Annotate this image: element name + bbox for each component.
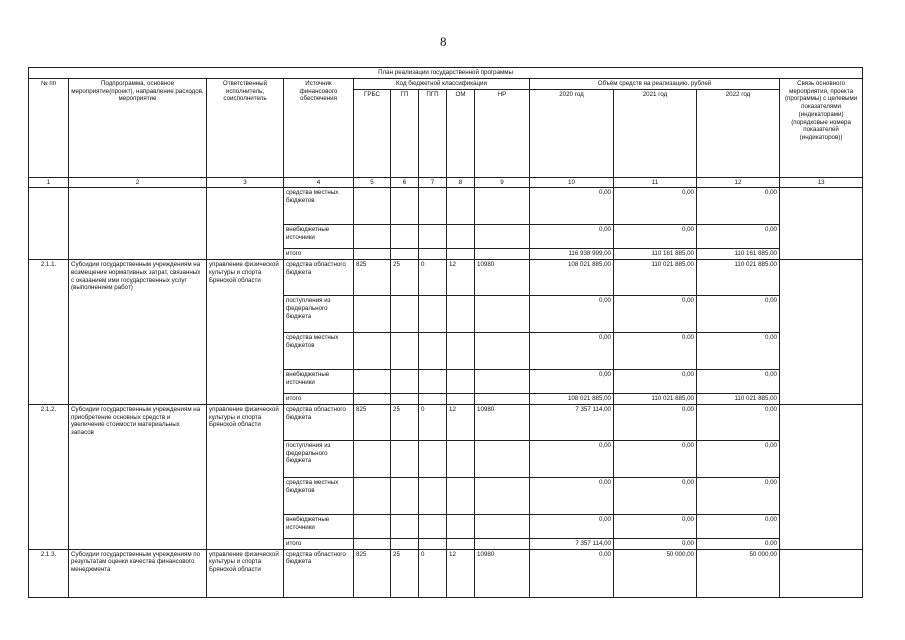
item-number: 2.1.1. [29,260,69,405]
source-cell: средства областного бюджета [284,260,354,296]
pgp-cell: 0 [419,260,447,296]
value-2022: 0,00 [697,440,780,477]
total-2021: 110 021 885,00 [614,394,697,405]
value-2021: 0,00 [614,440,697,477]
total-2021: 110 161 885,00 [614,249,697,260]
table-header [29,68,863,188]
gp-cell: 25 [391,404,419,440]
item-number: 2.1.3. [29,549,69,597]
value-2020: 0,00 [530,440,614,477]
total-2020: 108 021 885,00 [530,394,614,405]
value-2020: 0,00 [530,514,614,538]
value-2021: 0,00 [614,188,697,225]
header-om: ОМ [447,89,475,177]
col-number: 2 [69,177,207,188]
value-2021: 0,00 [614,514,697,538]
total-2022: 110 021 885,00 [697,394,780,405]
pgp-cell: 0 [419,404,447,440]
value-2020: 0,00 [530,225,614,249]
table-row [29,404,863,440]
col-number: 4 [284,177,354,188]
header-link: Связь основного мероприятия, проекта (программы) с целевыми показателями (индикаторами) (порядковые номера показателей (индикаторов)) [780,78,863,177]
source-cell: средства областного бюджета [284,404,354,440]
header-2022: 2022 год [697,89,780,177]
col-number: 9 [475,177,530,188]
om-cell: 12 [447,404,475,440]
grbs-cell: 825 [354,549,391,597]
header-2020: 2020 год [530,89,614,177]
value-2020: 7 357 114,00 [530,404,614,440]
value-2020: 0,00 [530,477,614,514]
total-2020: 7 357 114,00 [530,538,614,549]
source-cell: средства местных бюджетов [284,333,354,370]
source-cell: средства областного бюджета [284,549,354,597]
nr-cell: 10980 [475,404,530,440]
col-number: 6 [391,177,419,188]
value-2020: 0,00 [530,296,614,333]
value-2020: 0,00 [530,188,614,225]
nr-cell: 10980 [475,549,530,597]
table-row [29,188,863,225]
value-2022: 0,00 [697,404,780,440]
header-2021: 2021 год [614,89,697,177]
value-2020: 108 021 885,00 [530,260,614,296]
gp-cell: 25 [391,260,419,296]
value-2021: 0,00 [614,225,697,249]
pgp-cell: 0 [419,549,447,597]
plan-title: План реализации государственной программы [29,68,863,79]
total-2022: 110 161 885,00 [697,249,780,260]
header-grbs: ГРБС [354,89,391,177]
item-number: 2.1.2. [29,404,69,549]
grbs-cell: 825 [354,260,391,296]
table-row [29,260,863,296]
program-plan-table [28,67,863,598]
header-nr: НР [475,89,530,177]
value-2022: 50 000,00 [697,549,780,597]
value-2021: 110 021 885,00 [614,260,697,296]
column-number-row [29,177,863,188]
item-responsible: управление физической культуры и спорта Брянской области [207,404,284,549]
value-2022: 0,00 [697,188,780,225]
col-number: 3 [207,177,284,188]
header-funds: Объём средств на реализацию, рублей [530,78,780,89]
item-name: Субсидии государственным учреждениям на возмещение нормативных затрат, связанных с оказанием ими государственных услуг (выполнением работ) [69,260,207,405]
col-number: 7 [419,177,447,188]
value-2022: 0,00 [697,296,780,333]
value-2021: 0,00 [614,333,697,370]
value-2022: 0,00 [697,225,780,249]
item-responsible: управление физической культуры и спорта Брянской области [207,260,284,405]
source-cell: внебюджетные источники [284,225,354,249]
nr-cell: 10980 [475,260,530,296]
col-number: 10 [530,177,614,188]
value-2022: 110 021 885,00 [697,260,780,296]
total-label: итого [284,538,354,549]
col-number: 12 [697,177,780,188]
source-cell: внебюджетные источники [284,514,354,538]
table-body [29,188,863,597]
total-label: итого [284,249,354,260]
header-pgp: ПГП [419,89,447,177]
header-gp: ГП [391,89,419,177]
header-source: Источник финансового обеспечения [284,78,354,177]
value-2020: 0,00 [530,370,614,394]
value-2021: 50 000,00 [614,549,697,597]
total-2020: 116 938 999,00 [530,249,614,260]
value-2021: 0,00 [614,477,697,514]
total-2021: 0,00 [614,538,697,549]
total-label: итого [284,394,354,405]
om-cell: 12 [447,260,475,296]
col-number: 1 [29,177,69,188]
total-2022: 0,00 [697,538,780,549]
source-cell: поступления из федерального бюджета [284,296,354,333]
col-number: 13 [780,177,863,188]
source-cell: средства местных бюджетов [284,477,354,514]
source-cell: средства местных бюджетов [284,188,354,225]
value-2021: 0,00 [614,370,697,394]
value-2022: 0,00 [697,477,780,514]
grbs-cell: 825 [354,404,391,440]
gp-cell: 25 [391,549,419,597]
value-2020: 0,00 [530,333,614,370]
col-number: 11 [614,177,697,188]
value-2022: 0,00 [697,333,780,370]
value-2020: 0,00 [530,549,614,597]
value-2021: 0,00 [614,404,697,440]
item-name: Субсидии государственным учреждениям по результатам оценки качества финансового менеджмента [69,549,207,597]
om-cell: 12 [447,549,475,597]
header-num: № пп [29,78,69,177]
item-responsible: управление физической культуры и спорта Брянской области [207,549,284,597]
header-budget-code: Код бюджетной классификации [354,78,530,89]
header-responsible: Ответственный исполнитель, соисполнитель [207,78,284,177]
source-cell: внебюджетные источники [284,370,354,394]
page-number: 8 [440,34,447,49]
col-number: 5 [354,177,391,188]
value-2022: 0,00 [697,370,780,394]
item-name: Субсидии государственным учреждениям на приобретение основных средств и увеличение стоимости материальных запасов [69,404,207,549]
value-2022: 0,00 [697,514,780,538]
col-number: 8 [447,177,475,188]
source-cell: поступления из федерального бюджета [284,440,354,477]
header-subprogram: Подпрограмма, основное мероприятие(проект), направление расходов, мероприятие [69,78,207,177]
value-2021: 0,00 [614,296,697,333]
table-row [29,549,863,597]
